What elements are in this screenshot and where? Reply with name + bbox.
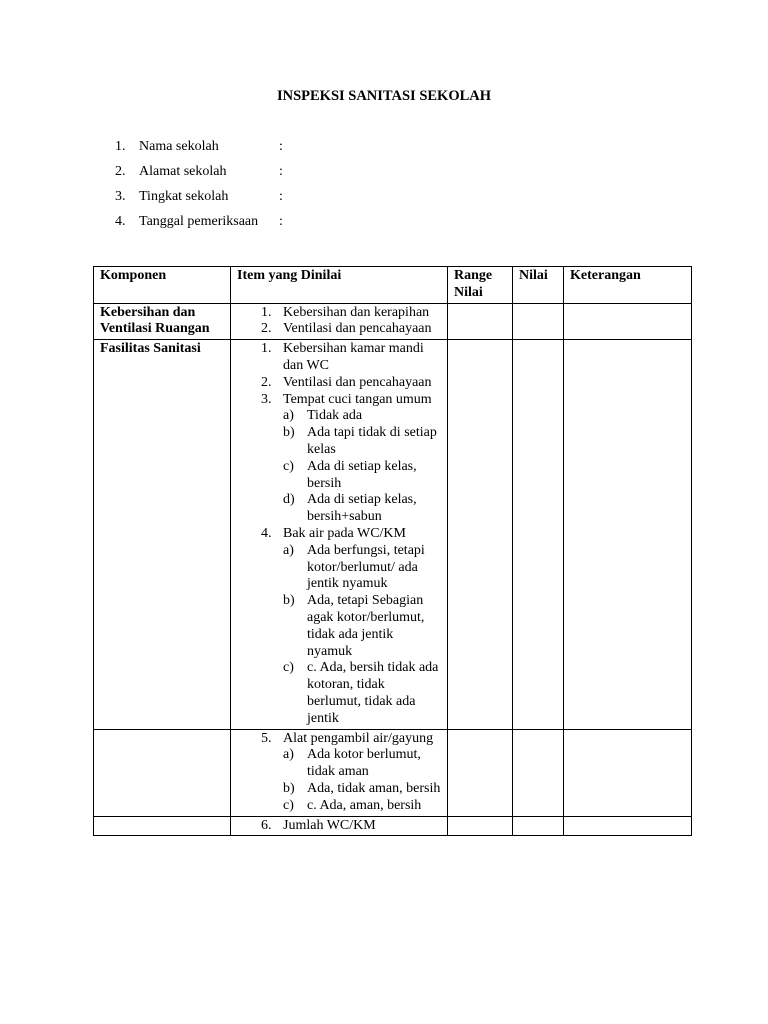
info-colon: : bbox=[279, 139, 283, 154]
info-number: 3. bbox=[115, 189, 126, 204]
info-label: Nama sekolah bbox=[139, 139, 219, 154]
sub-item bbox=[237, 660, 441, 727]
item-text: Ada di setiap kelas, bersih+sabun bbox=[307, 492, 417, 525]
item-number: a) bbox=[283, 747, 294, 763]
item-entry bbox=[237, 818, 441, 835]
nilai-cell[interactable] bbox=[513, 303, 564, 340]
item-number: 3. bbox=[261, 391, 272, 407]
keterangan-cell[interactable] bbox=[564, 729, 692, 816]
sub-item bbox=[237, 798, 441, 815]
item-text: Tidak ada bbox=[307, 408, 363, 424]
sub-item bbox=[237, 425, 441, 459]
item-text: Kebersihan dan kerapihan bbox=[283, 304, 430, 320]
item-number: c) bbox=[283, 458, 294, 474]
item-text: Jumlah WC/KM bbox=[283, 817, 376, 833]
sub-item bbox=[237, 408, 441, 425]
item-text: c. Ada, aman, bersih bbox=[307, 797, 422, 813]
item-entry bbox=[237, 375, 441, 392]
item-number: d) bbox=[283, 492, 295, 508]
inspection-table bbox=[93, 266, 692, 836]
table-header-row bbox=[94, 267, 692, 304]
item-text: Ada tapi tidak di setiap kelas bbox=[307, 425, 437, 457]
item-cell bbox=[231, 729, 448, 816]
keterangan-cell[interactable] bbox=[564, 303, 692, 340]
item-number: 5. bbox=[261, 730, 272, 746]
table-row bbox=[94, 816, 692, 836]
info-number: 4. bbox=[115, 214, 126, 229]
item-entry bbox=[237, 526, 441, 543]
table-row bbox=[94, 303, 692, 340]
item-number: b) bbox=[283, 425, 295, 441]
komponen-cell bbox=[94, 729, 231, 816]
item-cell bbox=[231, 303, 448, 340]
item-text: c. Ada, bersih tidak ada kotoran, tidak berlumut, tidak ada jentik bbox=[307, 660, 439, 726]
item-text: Tempat cuci tangan umum bbox=[283, 391, 432, 407]
item-cell bbox=[231, 816, 448, 836]
item-number: 1. bbox=[261, 304, 272, 320]
sub-item bbox=[237, 543, 441, 593]
item-text: Bak air pada WC/KM bbox=[283, 525, 406, 541]
item-number: 2. bbox=[261, 374, 272, 390]
item-entry bbox=[237, 305, 441, 322]
item-text: Ada kotor berlumut, tidak aman bbox=[307, 747, 421, 780]
keterangan-cell[interactable] bbox=[564, 340, 692, 729]
item-text: Ada, tidak aman, bersih bbox=[307, 780, 441, 796]
item-number: 1. bbox=[261, 341, 272, 357]
range-nilai-cell[interactable] bbox=[448, 303, 513, 340]
document-title: INSPEKSI SANITASI SEKOLAH bbox=[276, 88, 492, 104]
info-label: Tanggal pemeriksaan bbox=[139, 214, 259, 229]
item-number: c) bbox=[283, 660, 294, 676]
range-nilai-cell[interactable] bbox=[448, 729, 513, 816]
item-text: Ada di setiap kelas, bersih bbox=[307, 458, 417, 491]
item-number: 4. bbox=[261, 525, 272, 541]
item-number: 2. bbox=[261, 321, 272, 337]
komponen-cell: Fasilitas Sanitasi bbox=[94, 340, 231, 729]
info-colon: : bbox=[279, 164, 283, 179]
item-entry bbox=[237, 321, 441, 338]
info-label: Alamat sekolah bbox=[139, 164, 227, 179]
item-text: Alat pengambil air/gayung bbox=[283, 730, 434, 746]
nilai-cell[interactable] bbox=[513, 816, 564, 836]
header-item: Item yang Dinilai bbox=[231, 267, 448, 304]
header-range-nilai: Range Nilai bbox=[448, 267, 513, 304]
range-nilai-cell[interactable] bbox=[448, 816, 513, 836]
header-komponen: Komponen bbox=[94, 267, 231, 304]
item-entry bbox=[237, 341, 441, 375]
info-colon: : bbox=[279, 214, 283, 229]
sub-item bbox=[237, 781, 441, 798]
item-entry bbox=[237, 392, 441, 409]
sub-item bbox=[237, 747, 441, 781]
keterangan-cell[interactable] bbox=[564, 816, 692, 836]
item-number: c) bbox=[283, 797, 294, 813]
item-number: a) bbox=[283, 408, 294, 424]
table-row bbox=[94, 729, 692, 816]
item-text: Kebersihan kamar mandi dan WC bbox=[283, 341, 424, 373]
item-text: Ada berfungsi, tetapi kotor/berlumut/ ada jentik nyamuk bbox=[307, 542, 425, 592]
table-row bbox=[94, 340, 692, 729]
sub-item bbox=[237, 492, 441, 526]
item-number: b) bbox=[283, 593, 295, 609]
header-nilai: Nilai bbox=[513, 267, 564, 304]
nilai-cell[interactable] bbox=[513, 729, 564, 816]
info-colon: : bbox=[279, 189, 283, 204]
item-text: Ventilasi dan pencahayaan bbox=[283, 374, 432, 390]
komponen-cell: Kebersihan dan Ventilasi Ruangan bbox=[94, 303, 231, 340]
item-number: a) bbox=[283, 542, 294, 558]
nilai-cell[interactable] bbox=[513, 340, 564, 729]
item-number: b) bbox=[283, 780, 295, 796]
item-number: 6. bbox=[261, 817, 272, 833]
item-text: Ada, tetapi Sebagian agak kotor/berlumut, tidak ada jentik nyamuk bbox=[307, 593, 425, 659]
header-keterangan: Keterangan bbox=[564, 267, 692, 304]
sub-item bbox=[237, 593, 441, 660]
item-text: Ventilasi dan pencahayaan bbox=[283, 321, 432, 337]
komponen-cell bbox=[94, 816, 231, 836]
info-label: Tingkat sekolah bbox=[139, 189, 229, 204]
info-number: 2. bbox=[115, 164, 126, 179]
range-nilai-cell[interactable] bbox=[448, 340, 513, 729]
sub-item bbox=[237, 459, 441, 493]
info-number: 1. bbox=[115, 139, 126, 154]
item-entry bbox=[237, 731, 441, 748]
item-cell bbox=[231, 340, 448, 729]
